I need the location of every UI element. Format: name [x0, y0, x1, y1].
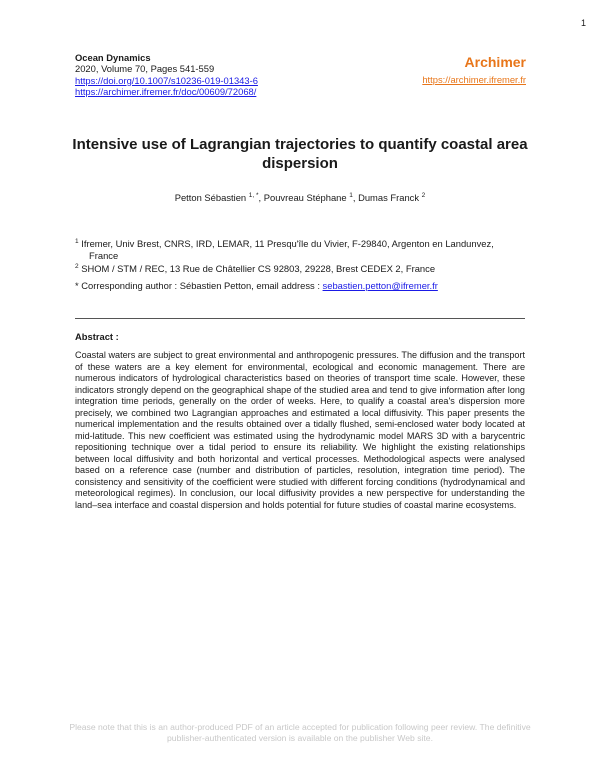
author-affiliation-marker: 1: [349, 192, 353, 199]
affiliation-item: [75, 236, 525, 250]
author-name: Pouvreau Stéphane: [263, 192, 347, 204]
author-name: Petton Sébastien: [174, 192, 247, 204]
author-list: Petton Sébastien $^{1, *}$, Pouvreau Stéphane $^1$, Dumas Franck $^2$: [174, 192, 426, 204]
divider: [75, 318, 525, 319]
journal-citation: 2020, Volume 70, Pages 541-559: [75, 63, 215, 75]
corresponding-label: * Corresponding author : Sébastien Petton, email address :: [75, 280, 323, 291]
abstract-heading: Abstract :: [75, 331, 119, 342]
affiliation-number: 1: [75, 238, 79, 245]
affiliation-continuation: France: [89, 249, 119, 261]
author-affiliation-marker: 1, *: [248, 192, 259, 199]
page-number: 1: [580, 18, 586, 28]
affiliation-text: SHOM / STM / REC, 13 Rue de Châtellier CS 92803, 29228, Brest CEDEX 2, France: [81, 263, 436, 275]
doi-link[interactable]: https://doi.org/10.1007/s10236-019-01343-6: [75, 74, 258, 86]
footer-note: [30, 722, 570, 744]
paper-title: Intensive use of Lagrangian trajectories to quantify coastal area dispersion: [72, 136, 528, 172]
affiliation-item: [75, 261, 525, 275]
author-name: Dumas Franck: [358, 192, 420, 204]
corresponding-author: [75, 280, 525, 291]
footer-line: Please note that this is an author-produced PDF of an article accepted for publication following peer review. The definitive: [69, 722, 531, 732]
archive-link[interactable]: https://archimer.ifremer.fr/doc/00609/72068/: [75, 86, 257, 98]
archimer-link[interactable]: https://archimer.ifremer.fr: [422, 74, 526, 85]
journal-name: Ocean Dynamics: [75, 52, 151, 63]
journal-info: [75, 52, 258, 98]
author-affiliation-marker: 2: [421, 192, 426, 199]
archimer-logo: Archimer: [464, 54, 526, 70]
affiliation-text: Ifremer, Univ Brest, CNRS, IRD, LEMAR, 11 Presqu'île du Vivier, F-29840, Argenton en Landunvez,: [81, 238, 494, 250]
footer-line: publisher-authenticated version is available on the publisher Web site.: [167, 733, 433, 743]
affiliation-number: 2: [75, 262, 79, 270]
archimer-brand: [422, 54, 526, 88]
email-link[interactable]: sebastien.petton@ifremer.fr: [322, 280, 438, 291]
abstract-text: Coastal waters are subject to great environmental and anthropogenic pressures. The diffusion and the transport of these waters are a key element for environmental, ecological and economic management. There are numerous indicators of hydrological characteristics based on theories of transport time scale. However, these indicators strongly depend on the geographical shape of the studied area and tend to give information after long integration time periods, generally on the order of weeks. Here, to qualify a coastal area's dispersion more precisely, we combined two Lagrangian approaches and estimated a local diffusivity. This paper presents the numerical implementation and the results obtained over a tidally flushed, semi-enclosed water body located at mid-latitude. This new coefficient was estimated using the hydrodynamic model MARS 3D with a barycentric repositioning technique over a tidal period to ensure its reliability. We highlight the existing relationships between local diffusivity and both horizontal and vertical processes. Methodological aspects were analysed based on a reference case (number and distribution of particles, resolution, integration time period). The consistency and sensitivity of the coefficient were studied with different forcing conditions (hydrodynamical and meteorological regimes). In conclusion, our local diffusivity provides a new perspective for understanding the land–sea interface and coastal dispersion and holds potential for future studies of coastal marine ecosystems.: [75, 350, 525, 510]
affiliations: [75, 236, 525, 274]
